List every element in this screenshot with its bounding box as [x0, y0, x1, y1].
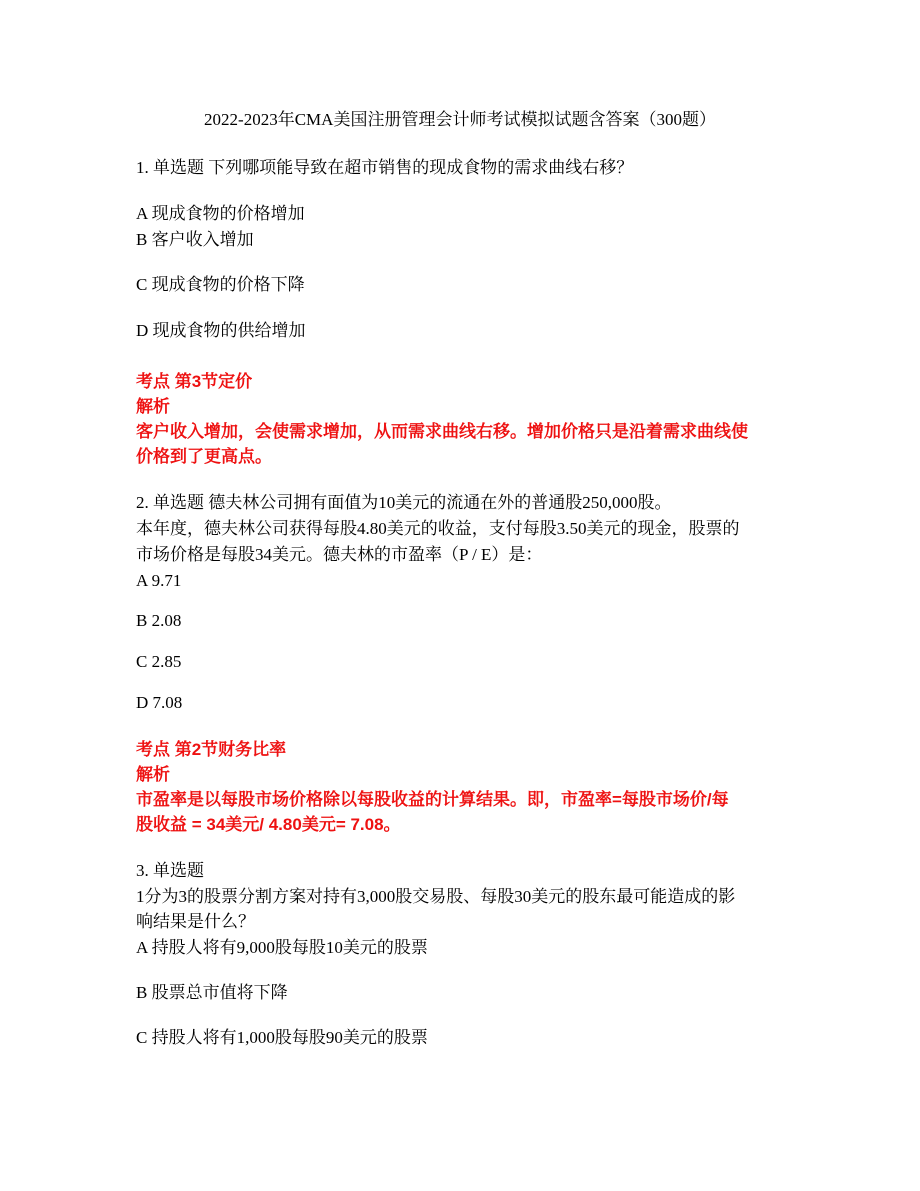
question-1-option-a: A 现成食物的价格增加	[136, 204, 305, 223]
question-2-jiexi-label: 解析	[136, 765, 170, 784]
question-2-jiexi-line-1: 市盈率是以每股市场价格除以每股收益的计算结果。即，市盈率=每股市场价/每	[136, 790, 729, 809]
question-1-jiexi-line-2: 价格到了更高点。	[136, 447, 272, 466]
document-title: 2022-2023年CMA美国注册管理会计师考试模拟试题含答案（300题）	[204, 110, 716, 129]
question-3-header: 3. 单选题	[136, 861, 204, 880]
question-2-kaodian: 考点 第2节财务比率	[136, 740, 287, 759]
question-1-jiexi-label: 解析	[136, 397, 170, 416]
question-1-option-c: C 现成食物的价格下降	[136, 275, 305, 294]
question-2-header: 2. 单选题 德夫林公司拥有面值为10美元的流通在外的普通股250,000股。	[136, 493, 672, 512]
question-2-option-c: C 2.85	[136, 652, 182, 671]
question-3-option-a: A 持股人将有9,000股每股10美元的股票	[136, 938, 428, 957]
question-2-jiexi-line-2: 股收益 = 34美元/ 4.80美元= 7.08。	[136, 815, 401, 834]
question-1-option-d: D 现成食物的供给增加	[136, 321, 306, 340]
question-2-option-b: B 2.08	[136, 611, 182, 630]
question-1-kaodian: 考点 第3节定价	[136, 372, 253, 391]
question-1-jiexi-line-1: 客户收入增加，会使需求增加，从而需求曲线右移。增加价格只是沿着需求曲线使	[136, 422, 748, 441]
question-3-option-b: B 股票总市值将下降	[136, 983, 288, 1002]
question-2-option-d: D 7.08	[136, 693, 183, 712]
question-3-option-c: C 持股人将有1,000股每股90美元的股票	[136, 1028, 428, 1047]
question-2-option-a: A 9.71	[136, 571, 182, 590]
question-1-option-b: B 客户收入增加	[136, 230, 254, 249]
question-1-header: 1. 单选题 下列哪项能导致在超市销售的现成食物的需求曲线右移？	[136, 158, 634, 177]
question-3-body-line-2: 响结果是什么？	[136, 912, 255, 931]
question-2-body-line-2: 市场价格是每股34美元。德夫林的市盈率（P / E）是：	[136, 545, 543, 564]
question-2-body-line-1: 本年度，德夫林公司获得每股4.80美元的收益，支付每股3.50美元的现金，股票的	[136, 519, 740, 538]
question-3-body-line-1: 1分为3的股票分割方案对持有3,000股交易股、每股30美元的股东最可能造成的影	[136, 887, 736, 906]
